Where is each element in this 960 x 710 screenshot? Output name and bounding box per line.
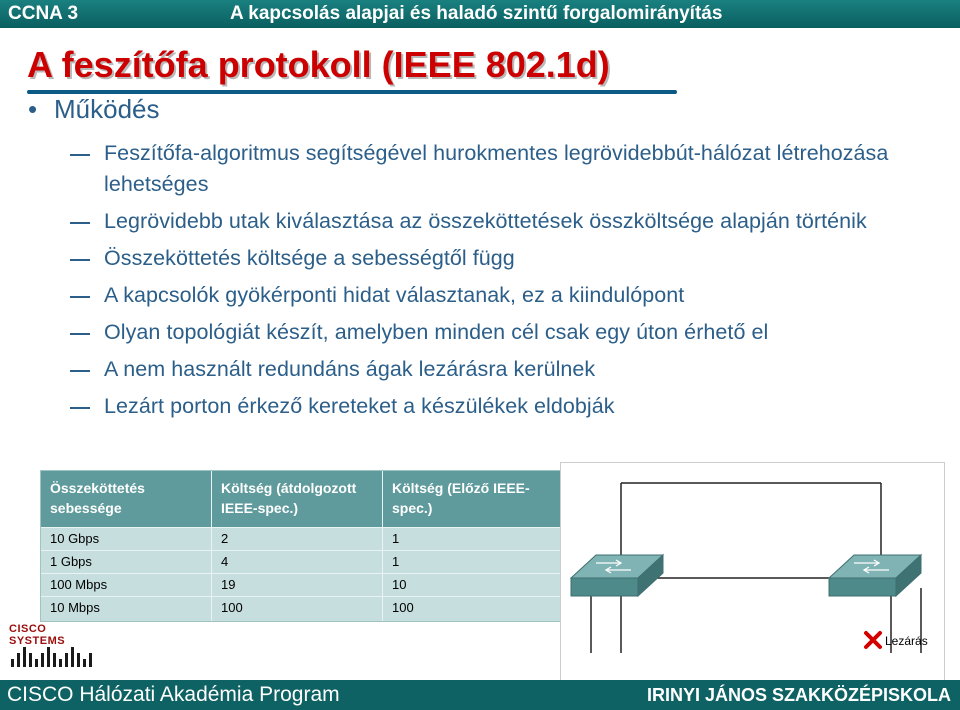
sub-bullet-list (70, 138, 950, 422)
cisco-bars-icon (9, 623, 99, 668)
column-header: Költség (átdolgozott IEEE-spec.) (221, 480, 357, 516)
table-row (41, 596, 561, 619)
column-divider (382, 471, 383, 621)
topology-diagram (560, 462, 945, 682)
table-row (41, 527, 561, 550)
header-bar (0, 0, 960, 28)
topology-svg (561, 463, 944, 681)
cost-table (40, 470, 562, 622)
column-header: Összeköttetés sebessége (50, 480, 145, 516)
table-header (41, 471, 561, 527)
sub-item: A kapcsolók gyökérponti hidat választanak, ez a kiindulópont (70, 280, 950, 311)
red-x-icon (866, 633, 880, 647)
course-title: A kapcsolás alapjai és haladó szintű forgalomirányítás (230, 3, 723, 24)
table-row (41, 550, 561, 573)
table-cell: 2 (221, 531, 229, 546)
footer-right: IRINYI JÁNOS SZAKKÖZÉPISKOLA (646, 685, 951, 705)
sub-item: Feszítőfa-algoritmus segítségével hurokmentes legrövidebbút-hálózat létrehozása lehetséges (70, 138, 950, 200)
column-divider (211, 471, 212, 621)
table-cell: 100 (221, 600, 243, 615)
table-cell: 1 (392, 531, 400, 546)
footer-bar (0, 680, 960, 710)
table-cell: 100 (392, 600, 414, 615)
bullet-dot-icon: • (28, 94, 38, 124)
slide-title: A feszítőfa protokoll (IEEE 802.1d) (27, 44, 610, 85)
logo-text: CISCO SYSTEMS (9, 623, 66, 647)
column-header: Költség (Előző IEEE-spec.) (392, 480, 530, 516)
table-cell: 100 Mbps (50, 577, 108, 592)
main-bullet (28, 94, 160, 125)
main-bullet-text: Működés (54, 94, 160, 124)
table-cell: 10 Mbps (50, 600, 100, 615)
sub-item: Olyan topológiát készít, amelyben minden cél csak egy úton érhető el (70, 317, 950, 348)
sub-item: A nem használt redundáns ágak lezárásra kerülnek (70, 354, 950, 385)
table-cell: 10 Gbps (50, 531, 100, 546)
table-cell: 1 (392, 554, 400, 569)
table-cell: 4 (221, 554, 229, 569)
switch-icon (829, 555, 921, 596)
sub-item: Lezárt porton érkező kereteket a készülékek eldobják (70, 391, 950, 422)
sub-item: Összeköttetés költsége a sebességtől függ (70, 243, 950, 274)
cisco-logo (9, 623, 99, 668)
table-cell: 19 (221, 577, 236, 592)
table-row (41, 573, 561, 596)
switch-icon (571, 555, 663, 596)
footer-left: CISCO Hálózati Akadémia Program (7, 683, 340, 706)
legend-label: Lezárás (885, 634, 928, 648)
course-label: CCNA 3 (8, 3, 79, 24)
table-cell: 10 (392, 577, 407, 592)
sub-item: Legrövidebb utak kiválasztása az összeköttetések összköltsége alapján történik (70, 206, 950, 237)
table-cell: 1 Gbps (50, 554, 92, 569)
